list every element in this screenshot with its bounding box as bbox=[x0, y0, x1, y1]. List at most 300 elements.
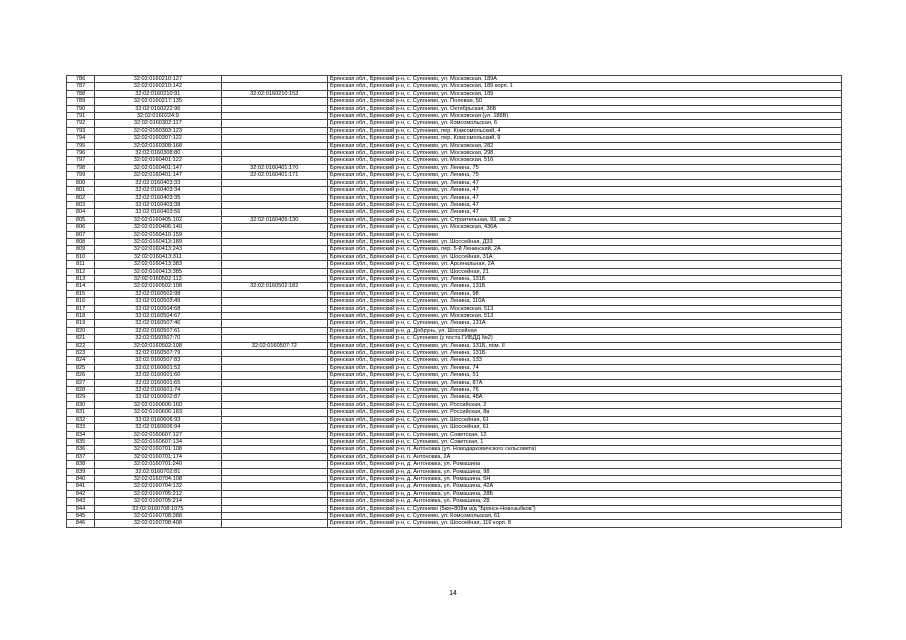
row-number-cell: 798 bbox=[67, 164, 95, 171]
table-row bbox=[67, 357, 842, 364]
table-row bbox=[67, 416, 842, 423]
table-row bbox=[67, 298, 842, 305]
linked-cadastral-cell bbox=[221, 98, 327, 105]
row-number-cell: 810 bbox=[67, 253, 95, 260]
address-cell: Брянская обл., Брянский р-н, с. Супонево, ул. Шоссейная, 116 корп. 8 bbox=[327, 520, 841, 527]
cadastral-number-cell: 32:02:0160401:122 bbox=[95, 157, 221, 164]
table-row bbox=[67, 364, 842, 371]
table-row bbox=[67, 335, 842, 342]
cadastral-number-cell: 32:02:0160701:240 bbox=[95, 461, 221, 468]
table-row bbox=[67, 194, 842, 201]
linked-cadastral-cell bbox=[221, 372, 327, 379]
row-number-cell: 800 bbox=[67, 179, 95, 186]
cadastral-number-cell: 32:02:0160601:52 bbox=[95, 364, 221, 371]
table-row bbox=[67, 209, 842, 216]
address-cell: Брянская обл., Брянский р-н, с. Супонево, ул. Ленина, 47 bbox=[327, 209, 841, 216]
cadastral-number-cell: 32:02:0160601:74 bbox=[95, 387, 221, 394]
row-number-cell: 789 bbox=[67, 98, 95, 105]
linked-cadastral-cell bbox=[221, 246, 327, 253]
cadastral-number-cell: 32:02:0160504:68 bbox=[95, 305, 221, 312]
address-cell: Брянская обл., Брянский р-н, с. Супонево, ул. Ленина, 110А bbox=[327, 298, 841, 305]
linked-cadastral-cell: 32:02:0160401:170 bbox=[221, 164, 327, 171]
table-row bbox=[67, 164, 842, 171]
address-cell: Брянская обл., Брянский р-н, с. Супонево, ул. Ленина, 131Б, пом. II bbox=[327, 342, 841, 349]
table-row bbox=[67, 135, 842, 142]
cadastral-number-cell: 32:02:0160602:87 bbox=[95, 394, 221, 401]
cadastral-number-cell: 32:02:0160606:93 bbox=[95, 416, 221, 423]
table-row bbox=[67, 224, 842, 231]
cadastral-number-cell: 32:02:0160507:61 bbox=[95, 327, 221, 334]
row-number-cell: 792 bbox=[67, 120, 95, 127]
linked-cadastral-cell bbox=[221, 320, 327, 327]
address-cell: Брянская обл., Брянский р-н, с. Супонево, ул. Строительная, 93, кв. 2 bbox=[327, 216, 841, 223]
linked-cadastral-cell bbox=[221, 157, 327, 164]
address-cell: Брянская обл., Брянский р-н, с. Супонево, ул. Ленина, 131А bbox=[327, 320, 841, 327]
row-number-cell: 809 bbox=[67, 246, 95, 253]
linked-cadastral-cell bbox=[221, 490, 327, 497]
address-cell: Брянская обл., Брянский р-н, с. Супонево, ул. Московская, 436А bbox=[327, 224, 841, 231]
cadastral-number-cell: 32:02:0160210:127 bbox=[95, 76, 221, 83]
table-row bbox=[67, 90, 842, 97]
row-number-cell: 811 bbox=[67, 261, 95, 268]
row-number-cell: 835 bbox=[67, 438, 95, 445]
linked-cadastral-cell bbox=[221, 83, 327, 90]
row-number-cell: 826 bbox=[67, 372, 95, 379]
address-cell: Брянская обл., Брянский р-н, с. Супонево, ул. Шоссейная, 61 bbox=[327, 416, 841, 423]
linked-cadastral-cell bbox=[221, 475, 327, 482]
row-number-cell: 841 bbox=[67, 483, 95, 490]
cadastral-number-cell: 32:02:0160210:142 bbox=[95, 83, 221, 90]
row-number-cell: 802 bbox=[67, 194, 95, 201]
linked-cadastral-cell bbox=[221, 468, 327, 475]
linked-cadastral-cell bbox=[221, 113, 327, 120]
cadastral-number-cell: 32:02:0160507:70 bbox=[95, 335, 221, 342]
table-row bbox=[67, 179, 842, 186]
row-number-cell: 816 bbox=[67, 298, 95, 305]
table-row bbox=[67, 446, 842, 453]
address-cell: Брянская обл., Брянский р-н, с. Супонево, ул. Московская, 298 bbox=[327, 150, 841, 157]
address-cell: Брянская обл., Брянский р-н, с. Супонево (5км+808м а/д "Брянск-Новозыбков") bbox=[327, 505, 841, 512]
table-row bbox=[67, 275, 842, 282]
cadastral-number-cell: 32:02:0160704:108 bbox=[95, 475, 221, 482]
row-number-cell: 797 bbox=[67, 157, 95, 164]
row-number-cell: 817 bbox=[67, 305, 95, 312]
address-cell: Брянская обл., Брянский р-н, с. Супонево, ул. Ленина, 74 bbox=[327, 364, 841, 371]
cadastral-number-cell: 32:02:0160502:113 bbox=[95, 275, 221, 282]
row-number-cell: 794 bbox=[67, 135, 95, 142]
row-number-cell: 787 bbox=[67, 83, 95, 90]
address-cell: Брянская обл., Брянский р-н, д. Антоновка, ул. Ромашина, 28 bbox=[327, 498, 841, 505]
address-cell: Брянская обл., Брянский р-н, с. Супонево, ул. Московская, 513 bbox=[327, 305, 841, 312]
linked-cadastral-cell bbox=[221, 409, 327, 416]
row-number-cell: 844 bbox=[67, 505, 95, 512]
linked-cadastral-cell bbox=[221, 416, 327, 423]
address-cell: Брянская обл., Брянский р-н, п. Антоновка, 2А bbox=[327, 453, 841, 460]
table-row bbox=[67, 142, 842, 149]
address-table bbox=[66, 75, 842, 528]
address-cell: Брянская обл., Брянский р-н, с. Супонево, ул. Московская, 516 bbox=[327, 157, 841, 164]
linked-cadastral-cell bbox=[221, 364, 327, 371]
cadastral-number-cell: 32:02:0160308:80 bbox=[95, 150, 221, 157]
address-cell: Брянская обл., Брянский р-н, с. Супонево, ул. Московская, 282 bbox=[327, 142, 841, 149]
table-row bbox=[67, 453, 842, 460]
linked-cadastral-cell bbox=[221, 120, 327, 127]
row-number-cell: 813 bbox=[67, 275, 95, 282]
linked-cadastral-cell bbox=[221, 201, 327, 208]
address-cell: Брянская обл., Брянский р-н, с. Супонево, ул. Ленина, 75 bbox=[327, 164, 841, 171]
table-row bbox=[67, 83, 842, 90]
linked-cadastral-cell: 32:02:0160405:130 bbox=[221, 216, 327, 223]
linked-cadastral-cell bbox=[221, 505, 327, 512]
row-number-cell: 804 bbox=[67, 209, 95, 216]
table-row bbox=[67, 253, 842, 260]
cadastral-number-cell: 32:02:0160708:408 bbox=[95, 520, 221, 527]
linked-cadastral-cell bbox=[221, 387, 327, 394]
row-number-cell: 814 bbox=[67, 283, 95, 290]
table-row bbox=[67, 187, 842, 194]
linked-cadastral-cell bbox=[221, 187, 327, 194]
linked-cadastral-cell bbox=[221, 424, 327, 431]
linked-cadastral-cell bbox=[221, 209, 327, 216]
linked-cadastral-cell: 32:02:0160210:153 bbox=[221, 90, 327, 97]
linked-cadastral-cell bbox=[221, 453, 327, 460]
linked-cadastral-cell bbox=[221, 150, 327, 157]
row-number-cell: 806 bbox=[67, 224, 95, 231]
table-row bbox=[67, 201, 842, 208]
cadastral-number-cell: 32:02:0160413:243 bbox=[95, 246, 221, 253]
linked-cadastral-cell bbox=[221, 483, 327, 490]
table-row bbox=[67, 313, 842, 320]
address-cell: Брянская обл., Брянский р-н, с. Супонево, пер. Комсомольский, 9 bbox=[327, 135, 841, 142]
address-cell: Брянская обл., Брянский р-н, с. Супонево, ул. Московская, 189 bbox=[327, 90, 841, 97]
cadastral-number-cell: 32:02:0160413:311 bbox=[95, 253, 221, 260]
row-number-cell: 793 bbox=[67, 127, 95, 134]
linked-cadastral-cell bbox=[221, 253, 327, 260]
row-number-cell: 801 bbox=[67, 187, 95, 194]
cadastral-number-cell: 32:02:0160413:189 bbox=[95, 238, 221, 245]
cadastral-number-cell: 32:02:0160606:183 bbox=[95, 409, 221, 416]
linked-cadastral-cell bbox=[221, 76, 327, 83]
address-cell: Брянская обл., Брянский р-н, с. Супонево, ул. Шоссейная, 61 bbox=[327, 424, 841, 431]
row-number-cell: 818 bbox=[67, 313, 95, 320]
row-number-cell: 825 bbox=[67, 364, 95, 371]
cadastral-number-cell: 32:02:0160606:160 bbox=[95, 401, 221, 408]
cadastral-number-cell: 32:02:0160210:91 bbox=[95, 90, 221, 97]
table-row bbox=[67, 461, 842, 468]
table-body bbox=[67, 76, 842, 528]
address-cell: Брянская обл., Брянский р-н, с. Супонево, ул. Ленина, 76 bbox=[327, 387, 841, 394]
address-cell: Брянская обл., Брянский р-н, д. Антоновка, ул. Ромашина, 5Н bbox=[327, 475, 841, 482]
cadastral-number-cell: 32:02:0160405:102 bbox=[95, 216, 221, 223]
cadastral-number-cell: 32:02:0160217:135 bbox=[95, 98, 221, 105]
cadastral-number-cell: 32:02:0160701:174 bbox=[95, 453, 221, 460]
table-row bbox=[67, 372, 842, 379]
table-row bbox=[67, 394, 842, 401]
table-row bbox=[67, 261, 842, 268]
linked-cadastral-cell bbox=[221, 379, 327, 386]
cadastral-number-cell: 32:02:0160708:388 bbox=[95, 512, 221, 519]
cadastral-number-cell: 32:02:0160705:212 bbox=[95, 490, 221, 497]
table-row bbox=[67, 246, 842, 253]
linked-cadastral-cell bbox=[221, 401, 327, 408]
linked-cadastral-cell: 32:02:0160401:171 bbox=[221, 172, 327, 179]
linked-cadastral-cell bbox=[221, 461, 327, 468]
table-row bbox=[67, 401, 842, 408]
address-cell: Брянская обл., Брянский р-н, с. Супонево, ул. Ленина, 47 bbox=[327, 179, 841, 186]
cadastral-number-cell: 32:02:0160507:83 bbox=[95, 357, 221, 364]
linked-cadastral-cell bbox=[221, 498, 327, 505]
cadastral-number-cell: 32:02:0160307:122 bbox=[95, 135, 221, 142]
row-number-cell: 842 bbox=[67, 490, 95, 497]
row-number-cell: 829 bbox=[67, 394, 95, 401]
table-row bbox=[67, 438, 842, 445]
table-row bbox=[67, 327, 842, 334]
table-row bbox=[67, 379, 842, 386]
table-row bbox=[67, 76, 842, 83]
row-number-cell: 821 bbox=[67, 335, 95, 342]
row-number-cell: 791 bbox=[67, 113, 95, 120]
cadastral-number-cell: 32:02:0160502:108 bbox=[95, 342, 221, 349]
table-row bbox=[67, 424, 842, 431]
row-number-cell: 822 bbox=[67, 342, 95, 349]
cadastral-number-cell: 32:02:0160708:1075 bbox=[95, 505, 221, 512]
linked-cadastral-cell bbox=[221, 238, 327, 245]
address-cell: Брянская обл., Брянский р-н, с. Супонево, ул. Шоссейная, Д33 bbox=[327, 238, 841, 245]
linked-cadastral-cell bbox=[221, 290, 327, 297]
table-row bbox=[67, 320, 842, 327]
row-number-cell: 788 bbox=[67, 90, 95, 97]
address-cell: Брянская обл., Брянский р-н, с. Супонево, ул. Ленина, 51 bbox=[327, 372, 841, 379]
linked-cadastral-cell bbox=[221, 327, 327, 334]
table-row bbox=[67, 283, 842, 290]
address-cell: Брянская обл., Брянский р-н, с. Супонево, ул. Полевая, 50 bbox=[327, 98, 841, 105]
row-number-cell: 846 bbox=[67, 520, 95, 527]
linked-cadastral-cell bbox=[221, 512, 327, 519]
linked-cadastral-cell bbox=[221, 179, 327, 186]
table-row bbox=[67, 157, 842, 164]
linked-cadastral-cell bbox=[221, 446, 327, 453]
linked-cadastral-cell: 32:02:0160507:72 bbox=[221, 342, 327, 349]
linked-cadastral-cell bbox=[221, 127, 327, 134]
cadastral-number-cell: 32:02:0160403:56 bbox=[95, 209, 221, 216]
address-cell: Брянская обл., Брянский р-н, с. Супонево bbox=[327, 231, 841, 238]
cadastral-number-cell: 32:02:0160403:34 bbox=[95, 187, 221, 194]
address-cell: Брянская обл., Брянский р-н, д. Антоновка, ул. Ромашина bbox=[327, 461, 841, 468]
cadastral-number-cell: 32:02:0160601:65 bbox=[95, 379, 221, 386]
address-cell: Брянская обл., Брянский р-н, с. Супонево, ул. Ленина, 47 bbox=[327, 187, 841, 194]
table-row bbox=[67, 172, 842, 179]
table-row bbox=[67, 268, 842, 275]
cadastral-number-cell: 32:02:0160303:123 bbox=[95, 127, 221, 134]
table-row bbox=[67, 468, 842, 475]
address-cell: Брянская обл., Брянский р-н, с. Супонево, ул. Ленина, 75 bbox=[327, 172, 841, 179]
linked-cadastral-cell bbox=[221, 231, 327, 238]
linked-cadastral-cell bbox=[221, 142, 327, 149]
row-number-cell: 833 bbox=[67, 424, 95, 431]
address-cell: Брянская обл., Брянский р-н, с. Супонево, ул. Ленина, 48А bbox=[327, 394, 841, 401]
address-cell: Брянская обл., Брянский р-н, с. Супонево, ул. Российская, 8в bbox=[327, 409, 841, 416]
row-number-cell: 830 bbox=[67, 401, 95, 408]
row-number-cell: 820 bbox=[67, 327, 95, 334]
cadastral-number-cell: 32:02:0160308:168 bbox=[95, 142, 221, 149]
table-row bbox=[67, 238, 842, 245]
table-row bbox=[67, 342, 842, 349]
address-cell: Брянская обл., Брянский р-н, с. Супонево, ул. Ленина, 131Б bbox=[327, 350, 841, 357]
linked-cadastral-cell bbox=[221, 298, 327, 305]
address-cell: Брянская обл., Брянский р-н, д. Антоновка, ул. Ромашина, 98 bbox=[327, 468, 841, 475]
cadastral-number-cell: 32:02:0160224:9 bbox=[95, 113, 221, 120]
cadastral-number-cell: 32:02:0160702:81 bbox=[95, 468, 221, 475]
row-number-cell: 823 bbox=[67, 350, 95, 357]
table-row bbox=[67, 475, 842, 482]
row-number-cell: 819 bbox=[67, 320, 95, 327]
row-number-cell: 834 bbox=[67, 431, 95, 438]
address-cell: Брянская обл., Брянский р-н, с. Супонево, ул. Шоссейная, 21 bbox=[327, 268, 841, 275]
address-cell: Брянская обл., Брянский р-н, с. Супонево, ул. Советская, 12 bbox=[327, 431, 841, 438]
table-row bbox=[67, 216, 842, 223]
row-number-cell: 805 bbox=[67, 216, 95, 223]
cadastral-number-cell: 32:02:0160401:147 bbox=[95, 164, 221, 171]
table-row bbox=[67, 387, 842, 394]
table-row bbox=[67, 350, 842, 357]
cadastral-number-cell: 32:02:0160503:49 bbox=[95, 298, 221, 305]
cadastral-number-cell: 32:02:0160606:94 bbox=[95, 424, 221, 431]
table-row bbox=[67, 520, 842, 527]
row-number-cell: 796 bbox=[67, 150, 95, 157]
cadastral-number-cell: 32:02:0160704:132 bbox=[95, 483, 221, 490]
address-cell: Брянская обл., Брянский р-н, с. Супонево, ул. Ленина, 131Б bbox=[327, 275, 841, 282]
row-number-cell: 827 bbox=[67, 379, 95, 386]
cadastral-number-cell: 32:02:0160413:385 bbox=[95, 268, 221, 275]
cadastral-number-cell: 32:02:0160302:117 bbox=[95, 120, 221, 127]
address-cell: Брянская обл., Брянский р-н, с. Супонево, ул. Комсомольская, 6 bbox=[327, 120, 841, 127]
linked-cadastral-cell bbox=[221, 224, 327, 231]
cadastral-number-cell: 32:02:0160502:98 bbox=[95, 290, 221, 297]
cadastral-number-cell: 32:02:0160601:60 bbox=[95, 372, 221, 379]
address-cell: Брянская обл., Брянский р-н, с. Супонево, ул. Ленина, 131Б bbox=[327, 283, 841, 290]
linked-cadastral-cell bbox=[221, 194, 327, 201]
address-cell: Брянская обл., Брянский р-н, с. Супонево, ул. Московская, 189А bbox=[327, 76, 841, 83]
row-number-cell: 836 bbox=[67, 446, 95, 453]
cadastral-number-cell: 32:02:0160413:383 bbox=[95, 261, 221, 268]
cadastral-number-cell: 32:02:0160701:108 bbox=[95, 446, 221, 453]
address-cell: Брянская обл., Брянский р-н, с. Супонево, пер. 5-й Ленинский, 2А bbox=[327, 246, 841, 253]
row-number-cell: 831 bbox=[67, 409, 95, 416]
cadastral-number-cell: 32:02:0160705:214 bbox=[95, 498, 221, 505]
linked-cadastral-cell bbox=[221, 438, 327, 445]
address-cell: Брянская обл., Брянский р-н, д. Антоновка, ул. Ромашина, 42А bbox=[327, 483, 841, 490]
linked-cadastral-cell bbox=[221, 305, 327, 312]
linked-cadastral-cell bbox=[221, 135, 327, 142]
table-row bbox=[67, 290, 842, 297]
row-number-cell: 843 bbox=[67, 498, 95, 505]
row-number-cell: 838 bbox=[67, 461, 95, 468]
row-number-cell: 845 bbox=[67, 512, 95, 519]
cadastral-number-cell: 32:02:0160403:38 bbox=[95, 201, 221, 208]
linked-cadastral-cell bbox=[221, 520, 327, 527]
row-number-cell: 790 bbox=[67, 105, 95, 112]
table-row bbox=[67, 120, 842, 127]
address-cell: Брянская обл., Брянский р-н, с. Супонево, ул. Российская, 2 bbox=[327, 401, 841, 408]
cadastral-number-cell: 32:02:0160410:159 bbox=[95, 231, 221, 238]
address-cell: Брянская обл., Брянский р-н, с. Супонево, ул. Ленина, 98 bbox=[327, 290, 841, 297]
linked-cadastral-cell bbox=[221, 431, 327, 438]
address-cell: Брянская обл., Брянский р-н, д. Антоновка, ул. Ромашина, 28Б bbox=[327, 490, 841, 497]
row-number-cell: 799 bbox=[67, 172, 95, 179]
cadastral-number-cell: 32:02:0160406:140 bbox=[95, 224, 221, 231]
address-cell: Брянская обл., Брянский р-н, с. Супонево, ул. Ленина, 133 bbox=[327, 357, 841, 364]
table-row bbox=[67, 409, 842, 416]
row-number-cell: 832 bbox=[67, 416, 95, 423]
linked-cadastral-cell bbox=[221, 350, 327, 357]
address-cell: Брянская обл., Брянский р-н, с. Супонево, ул. Ленина, 47 bbox=[327, 194, 841, 201]
address-cell: Брянская обл., Брянский р-н, с. Супонево, ул. Московская (ул. 188В) bbox=[327, 113, 841, 120]
page-number: 14 bbox=[449, 590, 457, 597]
cadastral-number-cell: 32:02:0160403:35 bbox=[95, 194, 221, 201]
table-row bbox=[67, 490, 842, 497]
row-number-cell: 840 bbox=[67, 475, 95, 482]
row-number-cell: 808 bbox=[67, 238, 95, 245]
cadastral-number-cell: 32:02:0160507:46 bbox=[95, 320, 221, 327]
cadastral-number-cell: 32:02:0160607:127 bbox=[95, 431, 221, 438]
table-row bbox=[67, 98, 842, 105]
cadastral-number-cell: 32:02:0160403:33 bbox=[95, 179, 221, 186]
linked-cadastral-cell bbox=[221, 357, 327, 364]
row-number-cell: 839 bbox=[67, 468, 95, 475]
address-cell: Брянская обл., Брянский р-н, с. Супонево, ул. Ленина, 87А bbox=[327, 379, 841, 386]
row-number-cell: 803 bbox=[67, 201, 95, 208]
linked-cadastral-cell bbox=[221, 313, 327, 320]
linked-cadastral-cell bbox=[221, 261, 327, 268]
cadastral-number-cell: 32:02:0160401:147 bbox=[95, 172, 221, 179]
table-row bbox=[67, 498, 842, 505]
address-cell: Брянская обл., Брянский р-н, с. Супонево, ул. Советская, 1 bbox=[327, 438, 841, 445]
row-number-cell: 786 bbox=[67, 76, 95, 83]
table-row bbox=[67, 105, 842, 112]
table-row bbox=[67, 305, 842, 312]
table-row bbox=[67, 150, 842, 157]
linked-cadastral-cell bbox=[221, 105, 327, 112]
row-number-cell: 807 bbox=[67, 231, 95, 238]
address-cell: Брянская обл., Брянский р-н, п. Антоновка (ул. Новодарковичского сельсовета) bbox=[327, 446, 841, 453]
cadastral-number-cell: 32:02:0160507:79 bbox=[95, 350, 221, 357]
address-cell: Брянская обл., Брянский р-н, с. Супонево, ул. Комсомольская, 61 bbox=[327, 512, 841, 519]
address-cell: Брянская обл., Брянский р-н, с. Супонево, ул. Московская, 189 корп. 1 bbox=[327, 83, 841, 90]
address-cell: Брянская обл., Брянский р-н, с. Супонево, ул. Октябрьская, 36Б bbox=[327, 105, 841, 112]
linked-cadastral-cell: 32:02:0160502:182 bbox=[221, 283, 327, 290]
row-number-cell: 824 bbox=[67, 357, 95, 364]
cadastral-number-cell: 32:02:0160607:134 bbox=[95, 438, 221, 445]
table-row bbox=[67, 483, 842, 490]
table-row bbox=[67, 431, 842, 438]
address-cell: Брянская обл., Брянский р-н, с. Супонево, ул. Шоссейная, 31А bbox=[327, 253, 841, 260]
linked-cadastral-cell bbox=[221, 268, 327, 275]
table-row bbox=[67, 505, 842, 512]
address-cell: Брянская обл., Брянский р-н, с. Супонево, ул. Ленина, 47 bbox=[327, 201, 841, 208]
table-row bbox=[67, 512, 842, 519]
cadastral-number-cell: 32:02:0160504:67 bbox=[95, 313, 221, 320]
address-cell: Брянская обл., Брянский р-н, д. Добрунь, ул. Шоссейная bbox=[327, 327, 841, 334]
table-row bbox=[67, 127, 842, 134]
row-number-cell: 828 bbox=[67, 387, 95, 394]
row-number-cell: 815 bbox=[67, 290, 95, 297]
row-number-cell: 795 bbox=[67, 142, 95, 149]
linked-cadastral-cell bbox=[221, 394, 327, 401]
cadastral-number-cell: 32:02:0160502:108 bbox=[95, 283, 221, 290]
table-row bbox=[67, 231, 842, 238]
row-number-cell: 812 bbox=[67, 268, 95, 275]
linked-cadastral-cell bbox=[221, 275, 327, 282]
